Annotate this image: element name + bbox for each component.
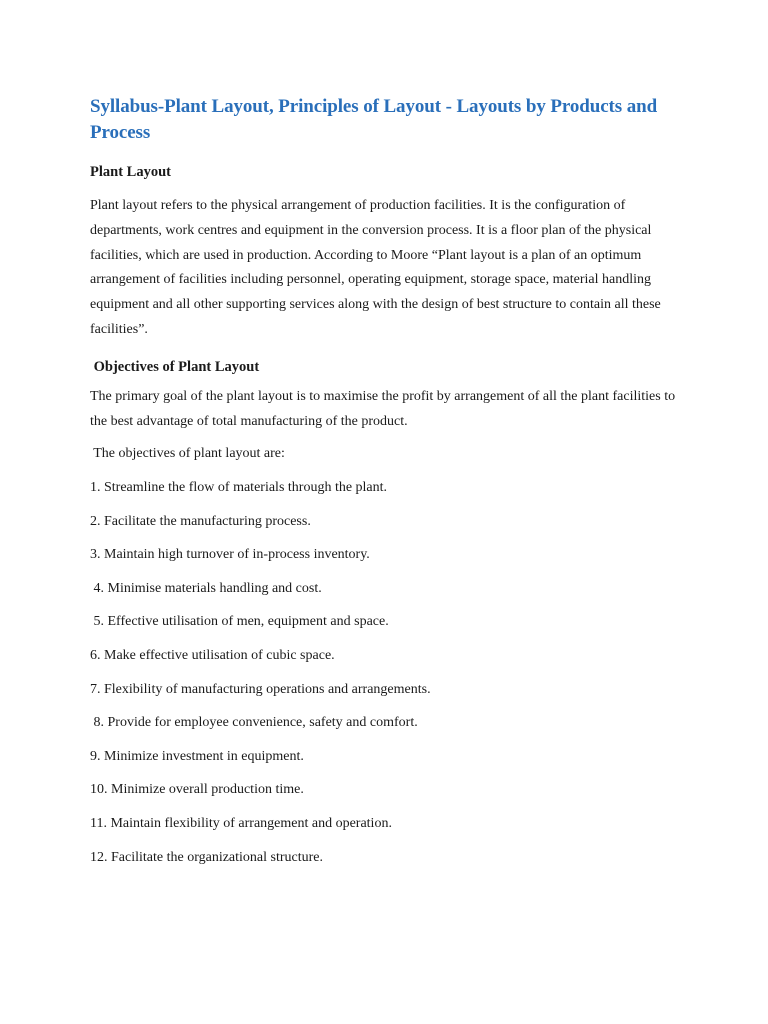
list-item: 2. Facilitate the manufacturing process. [90, 513, 311, 529]
document-title: Syllabus-Plant Layout, Principles of Layout - Layouts by Products and Process [90, 96, 658, 143]
list-item: 1. Streamline the flow of materials through the plant. [90, 479, 388, 495]
objectives-paragraph: The primary goal of the plant layout is to maximise the profit by arrangement of all the plant facilities to the best advantage of total manufacturing of the product. [90, 388, 676, 429]
list-item: 4. Minimise materials handling and cost. [90, 580, 322, 596]
list-item: 5. Effective utilisation of men, equipment and space. [90, 614, 389, 630]
section-heading-plant-layout: Plant Layout [90, 164, 171, 180]
list-item: 7. Flexibility of manufacturing operations and arrangements. [90, 681, 431, 697]
list-item: 8. Provide for employee convenience, safety and comfort. [90, 715, 418, 731]
list-item: 6. Make effective utilisation of cubic space. [90, 647, 335, 663]
objectives-list [90, 464, 678, 867]
list-item: 11. Maintain flexibility of arrangement and operation. [90, 815, 392, 831]
plant-layout-paragraph: Plant layout refers to the physical arrangement of production facilities. It is the configuration of departments, work centres and equipment in the conversion process. It is a floor plan of the physical facilities, which are used in production. According to Moore “Plant layout is a plan of an optimum arrangement of facilities including personnel, operating equipment, storage space, material handling equipment and all other supporting services along with the design of best structure to contain all these facilities”. [90, 198, 661, 337]
objectives-intro: The objectives of plant layout are: [90, 446, 285, 462]
list-item: 9. Minimize investment in equipment. [90, 748, 304, 764]
list-item: 3. Maintain high turnover of in-process inventory. [90, 547, 370, 563]
section-heading-objectives: Objectives of Plant Layout [90, 358, 260, 375]
list-item: 12. Facilitate the organizational structure. [90, 849, 323, 865]
list-item: 10. Minimize overall production time. [90, 782, 304, 798]
